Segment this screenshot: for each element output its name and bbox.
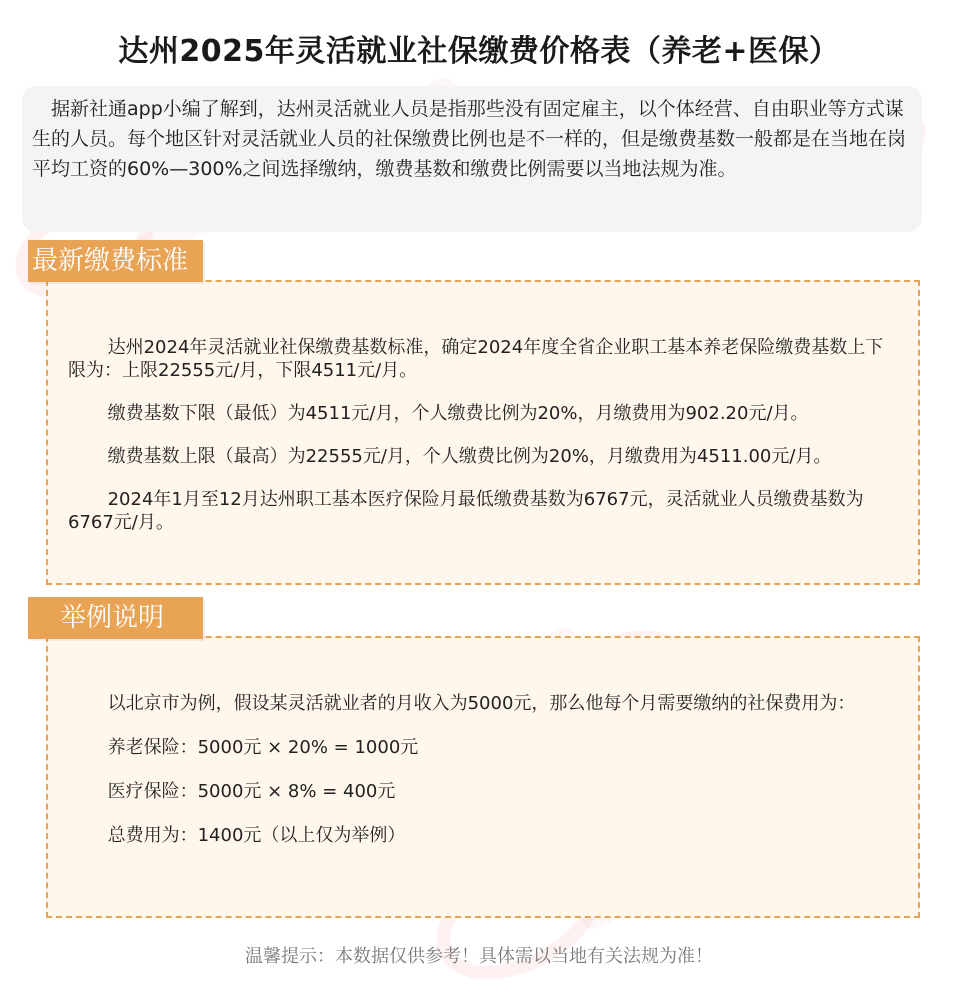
standard-paragraph: 达州2024年灵活就业社保缴费基数标准，确定2024年度全省企业职工基本养老保险缴费基数上下限为：上限22555元/月，下限4511元/月。: [68, 337, 884, 381]
footer-tip: 温馨提示：本数据仅供参考！具体需以当地有关法规为准！: [245, 946, 713, 967]
intro-text: 据新社通app小编了解到，达州灵活就业人员是指那些没有固定雇主，以个体经营、自由职业等方式谋生的人员。每个地区针对灵活就业人员的社保缴费比例也是不一样的，但是缴费基数一般都是在当地在岗平均工资的60%—300%之间选择缴纳，缴费基数和缴费比例需要以当地法规为准。: [32, 98, 907, 180]
example-paragraph: 以北京市为例，假设某灵活就业者的月收入为5000元，那么他每个月需要缴纳的社保费用为：: [107, 693, 856, 714]
page-title: 达州2025年灵活就业社保缴费价格表（养老+医保）: [118, 34, 840, 69]
section-heading-standard: 最新缴费标准: [28, 240, 203, 282]
example-paragraph: 总费用为：1400元（以上仅为举例）: [107, 825, 406, 846]
standard-paragraph: 缴费基数下限（最低）为4511元/月，个人缴费比例为20%，月缴费用为902.20元/月。: [107, 403, 809, 424]
standard-paragraph: 缴费基数上限（最高）为22555元/月，个人缴费比例为20%，月缴费用为4511.00元/月。: [107, 446, 832, 467]
example-paragraph: 养老保险：5000元 × 20% = 1000元: [107, 737, 419, 758]
section-box-example: [46, 636, 920, 918]
intro-panel: [22, 86, 922, 232]
example-paragraph: 医疗保险：5000元 × 8% = 400元: [107, 781, 396, 802]
section-box-standard: [46, 280, 920, 585]
standard-paragraph: 2024年1月至12月达州职工基本医疗保险月最低缴费基数为6767元，灵活就业人员缴费基数为6767元/月。: [68, 489, 864, 533]
section-heading-example: 举例说明: [28, 597, 203, 639]
